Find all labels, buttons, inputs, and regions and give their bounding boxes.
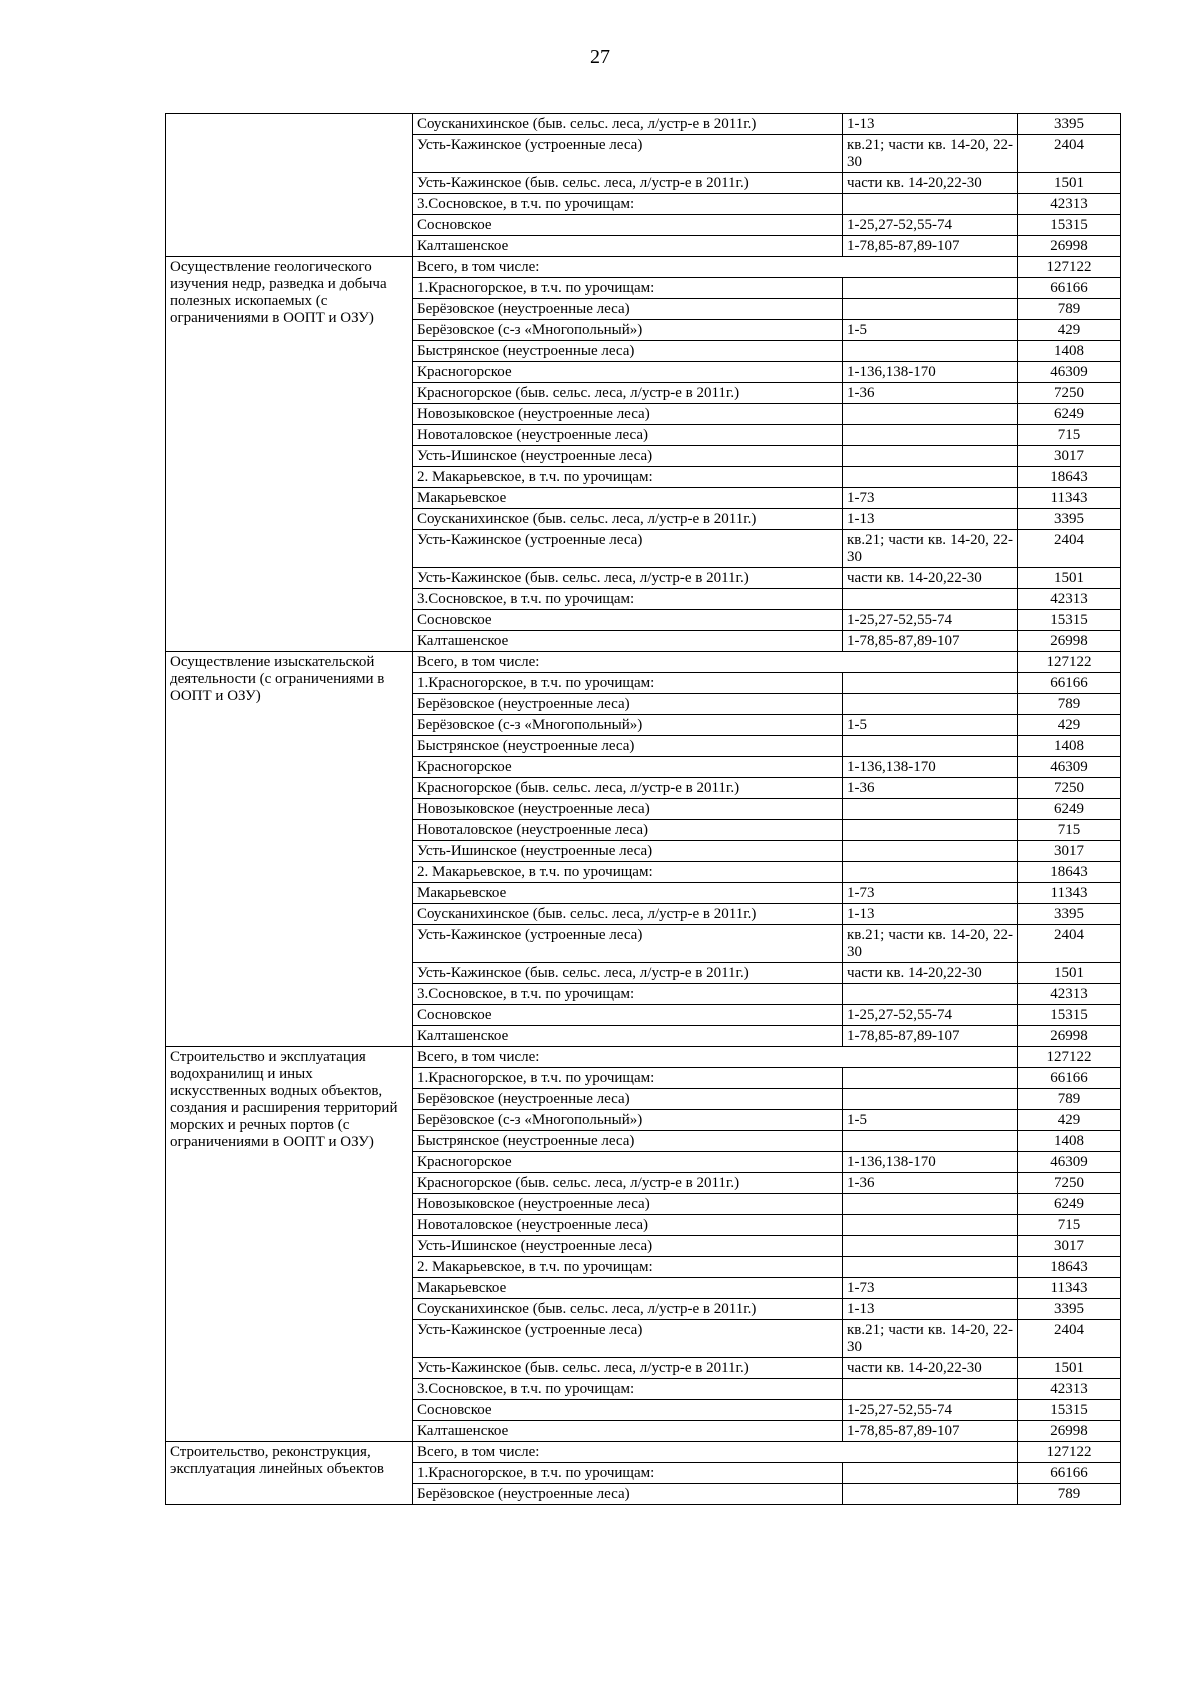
- area-value: 46309: [1018, 1152, 1121, 1173]
- tract-name: 1.Красногорское, в т.ч. по урочищам:: [413, 1463, 843, 1484]
- tract-name: Красногорское: [413, 362, 843, 383]
- tract-name: Берёзовское (неустроенные леса): [413, 694, 843, 715]
- tract-name: Красногорское (быв. сельс. леса, л/устр-е в 2011г.): [413, 383, 843, 404]
- table-row-total: [166, 1442, 1121, 1463]
- quarters: [843, 1484, 1018, 1505]
- quarters: [843, 341, 1018, 362]
- area-value: 42313: [1018, 984, 1121, 1005]
- area-value: 66166: [1018, 278, 1121, 299]
- tract-name: Новоталовское (неустроенные леса): [413, 1215, 843, 1236]
- tract-name: Соусканихинское (быв. сельс. леса, л/устр-е в 2011г.): [413, 114, 843, 135]
- area-value: 11343: [1018, 488, 1121, 509]
- area-value: 66166: [1018, 673, 1121, 694]
- area-value: 11343: [1018, 883, 1121, 904]
- total-label: Всего, в том числе:: [413, 1047, 1018, 1068]
- quarters: кв.21; части кв. 14-20, 22-30: [843, 135, 1018, 173]
- tract-name: Усть-Ишинское (неустроенные леса): [413, 841, 843, 862]
- quarters: [843, 278, 1018, 299]
- tract-name: Берёзовское (с-з «Многопольный»): [413, 1110, 843, 1131]
- page-number: 27: [590, 46, 610, 68]
- area-value: 66166: [1018, 1068, 1121, 1089]
- area-value: 15315: [1018, 215, 1121, 236]
- quarters: 1-25,27-52,55-74: [843, 1005, 1018, 1026]
- area-value: 11343: [1018, 1278, 1121, 1299]
- area-value: 18643: [1018, 467, 1121, 488]
- total-value: 127122: [1018, 257, 1121, 278]
- quarters: 1-73: [843, 488, 1018, 509]
- quarters: [843, 984, 1018, 1005]
- tract-name: 1.Красногорское, в т.ч. по урочищам:: [413, 1068, 843, 1089]
- tract-name: Сосновское: [413, 610, 843, 631]
- tract-name: Калташенское: [413, 631, 843, 652]
- quarters: [843, 1068, 1018, 1089]
- tract-name: Красногорское: [413, 757, 843, 778]
- area-value: 3017: [1018, 1236, 1121, 1257]
- table-row: [166, 114, 1121, 135]
- quarters: 1-78,85-87,89-107: [843, 1421, 1018, 1442]
- tract-name: 3.Сосновское, в т.ч. по урочищам:: [413, 589, 843, 610]
- tract-name: Калташенское: [413, 1026, 843, 1047]
- tract-name: Новозыковское (неустроенные леса): [413, 404, 843, 425]
- quarters: 1-36: [843, 778, 1018, 799]
- tract-name: Усть-Кажинское (быв. сельс. леса, л/устр-е в 2011г.): [413, 963, 843, 984]
- table-row-total: [166, 1047, 1121, 1068]
- tract-name: Соусканихинское (быв. сельс. леса, л/устр-е в 2011г.): [413, 904, 843, 925]
- area-value: 42313: [1018, 194, 1121, 215]
- tract-name: Соусканихинское (быв. сельс. леса, л/устр-е в 2011г.): [413, 509, 843, 530]
- tract-name: Берёзовское (неустроенные леса): [413, 299, 843, 320]
- tract-name: Сосновское: [413, 1005, 843, 1026]
- area-value: 46309: [1018, 362, 1121, 383]
- quarters: [843, 841, 1018, 862]
- tract-name: Макарьевское: [413, 488, 843, 509]
- tract-name: Быстрянское (неустроенные леса): [413, 736, 843, 757]
- area-value: 1501: [1018, 963, 1121, 984]
- area-value: 15315: [1018, 1400, 1121, 1421]
- area-value: 715: [1018, 1215, 1121, 1236]
- quarters: [843, 736, 1018, 757]
- quarters: [843, 862, 1018, 883]
- tract-name: Берёзовское (неустроенные леса): [413, 1484, 843, 1505]
- tract-name: Красногорское (быв. сельс. леса, л/устр-е в 2011г.): [413, 1173, 843, 1194]
- quarters: 1-25,27-52,55-74: [843, 1400, 1018, 1421]
- tract-name: Усть-Кажинское (быв. сельс. леса, л/устр-е в 2011г.): [413, 1358, 843, 1379]
- area-value: 1408: [1018, 341, 1121, 362]
- area-value: 789: [1018, 1484, 1121, 1505]
- quarters: 1-5: [843, 320, 1018, 341]
- quarters: кв.21; части кв. 14-20, 22-30: [843, 1320, 1018, 1358]
- tract-name: Новоталовское (неустроенные леса): [413, 425, 843, 446]
- area-value: 789: [1018, 694, 1121, 715]
- quarters: 1-13: [843, 1299, 1018, 1320]
- quarters: [843, 589, 1018, 610]
- quarters: [843, 194, 1018, 215]
- area-value: 3017: [1018, 841, 1121, 862]
- area-value: 26998: [1018, 631, 1121, 652]
- tract-name: Усть-Кажинское (устроенные леса): [413, 925, 843, 963]
- quarters: [843, 446, 1018, 467]
- area-value: 15315: [1018, 1005, 1121, 1026]
- quarters: [843, 1215, 1018, 1236]
- quarters: кв.21; части кв. 14-20, 22-30: [843, 925, 1018, 963]
- quarters: 1-25,27-52,55-74: [843, 215, 1018, 236]
- area-value: 26998: [1018, 1421, 1121, 1442]
- quarters: [843, 467, 1018, 488]
- tract-name: Усть-Кажинское (устроенные леса): [413, 530, 843, 568]
- table-row-total: [166, 257, 1121, 278]
- quarters: 1-136,138-170: [843, 1152, 1018, 1173]
- area-value: 6249: [1018, 799, 1121, 820]
- tract-name: Усть-Кажинское (быв. сельс. леса, л/устр-е в 2011г.): [413, 568, 843, 589]
- tract-name: Усть-Кажинское (устроенные леса): [413, 135, 843, 173]
- tract-name: Усть-Кажинское (устроенные леса): [413, 1320, 843, 1358]
- total-value: 127122: [1018, 652, 1121, 673]
- quarters: 1-5: [843, 715, 1018, 736]
- quarters: 1-13: [843, 509, 1018, 530]
- tract-name: Усть-Ишинское (неустроенные леса): [413, 1236, 843, 1257]
- activity-cell: Строительство и эксплуатация водохранилищ и иных искусственных водных объектов, создания и расширения территорий морских и речных портов (с ограничениями в ООПТ и ОЗУ): [166, 1047, 413, 1442]
- quarters: [843, 1194, 1018, 1215]
- tract-name: 3.Сосновское, в т.ч. по урочищам:: [413, 1379, 843, 1400]
- area-value: 42313: [1018, 589, 1121, 610]
- tract-name: 3.Сосновское, в т.ч. по урочищам:: [413, 194, 843, 215]
- area-value: 2404: [1018, 530, 1121, 568]
- tract-name: Берёзовское (с-з «Многопольный»): [413, 715, 843, 736]
- tract-name: Макарьевское: [413, 883, 843, 904]
- activity-cell: Осуществление геологического изучения недр, разведка и добыча полезных ископаемых (с ограничениями в ООПТ и ОЗУ): [166, 257, 413, 652]
- tract-name: Калташенское: [413, 236, 843, 257]
- quarters: [843, 1236, 1018, 1257]
- total-label: Всего, в том числе:: [413, 1442, 1018, 1463]
- quarters: кв.21; части кв. 14-20, 22-30: [843, 530, 1018, 568]
- quarters: [843, 1379, 1018, 1400]
- area-value: 26998: [1018, 1026, 1121, 1047]
- area-value: 15315: [1018, 610, 1121, 631]
- quarters: 1-13: [843, 114, 1018, 135]
- area-value: 3395: [1018, 114, 1121, 135]
- area-value: 3395: [1018, 1299, 1121, 1320]
- quarters: 1-25,27-52,55-74: [843, 610, 1018, 631]
- area-value: 429: [1018, 715, 1121, 736]
- area-value: 2404: [1018, 1320, 1121, 1358]
- activity-cell: Строительство, реконструкция, эксплуатация линейных объектов: [166, 1442, 413, 1505]
- quarters: 1-78,85-87,89-107: [843, 236, 1018, 257]
- tract-name: Калташенское: [413, 1421, 843, 1442]
- quarters: 1-13: [843, 904, 1018, 925]
- tract-name: Новоталовское (неустроенные леса): [413, 820, 843, 841]
- tract-name: Берёзовское (неустроенные леса): [413, 1089, 843, 1110]
- quarters: 1-136,138-170: [843, 757, 1018, 778]
- area-value: 7250: [1018, 383, 1121, 404]
- quarters: 1-73: [843, 1278, 1018, 1299]
- tract-name: Новозыковское (неустроенные леса): [413, 799, 843, 820]
- tract-name: Макарьевское: [413, 1278, 843, 1299]
- quarters: [843, 1131, 1018, 1152]
- tract-name: Сосновское: [413, 215, 843, 236]
- area-value: 3395: [1018, 904, 1121, 925]
- tract-name: Усть-Кажинское (быв. сельс. леса, л/устр-е в 2011г.): [413, 173, 843, 194]
- area-value: 3395: [1018, 509, 1121, 530]
- quarters: [843, 673, 1018, 694]
- quarters: части кв. 14-20,22-30: [843, 1358, 1018, 1379]
- quarters: 1-73: [843, 883, 1018, 904]
- area-value: 7250: [1018, 1173, 1121, 1194]
- tract-name: 1.Красногорское, в т.ч. по урочищам:: [413, 278, 843, 299]
- quarters: 1-136,138-170: [843, 362, 1018, 383]
- area-value: 3017: [1018, 446, 1121, 467]
- area-value: 66166: [1018, 1463, 1121, 1484]
- total-label: Всего, в том числе:: [413, 652, 1018, 673]
- area-value: 42313: [1018, 1379, 1121, 1400]
- area-value: 6249: [1018, 404, 1121, 425]
- quarters: 1-78,85-87,89-107: [843, 1026, 1018, 1047]
- tract-name: Берёзовское (с-з «Многопольный»): [413, 320, 843, 341]
- tract-name: Новозыковское (неустроенные леса): [413, 1194, 843, 1215]
- area-value: 46309: [1018, 757, 1121, 778]
- area-value: 429: [1018, 320, 1121, 341]
- area-value: 789: [1018, 1089, 1121, 1110]
- quarters: [843, 694, 1018, 715]
- quarters: 1-78,85-87,89-107: [843, 631, 1018, 652]
- tract-name: Быстрянское (неустроенные леса): [413, 341, 843, 362]
- total-value: 127122: [1018, 1047, 1121, 1068]
- area-value: 18643: [1018, 862, 1121, 883]
- quarters: [843, 404, 1018, 425]
- forest-areas-table: [165, 113, 1121, 1505]
- tract-name: 3.Сосновское, в т.ч. по урочищам:: [413, 984, 843, 1005]
- total-label: Всего, в том числе:: [413, 257, 1018, 278]
- area-value: 789: [1018, 299, 1121, 320]
- quarters: [843, 820, 1018, 841]
- area-value: 7250: [1018, 778, 1121, 799]
- tract-name: Усть-Ишинское (неустроенные леса): [413, 446, 843, 467]
- activity-cell: Осуществление изыскательской деятельности (с ограничениями в ООПТ и ОЗУ): [166, 652, 413, 1047]
- quarters: 1-36: [843, 383, 1018, 404]
- area-value: 1501: [1018, 1358, 1121, 1379]
- tract-name: 2. Макарьевское, в т.ч. по урочищам:: [413, 862, 843, 883]
- quarters: [843, 1463, 1018, 1484]
- area-value: 1408: [1018, 736, 1121, 757]
- quarters: [843, 1089, 1018, 1110]
- total-value: 127122: [1018, 1442, 1121, 1463]
- tract-name: 1.Красногорское, в т.ч. по урочищам:: [413, 673, 843, 694]
- area-value: 1501: [1018, 173, 1121, 194]
- quarters: [843, 1257, 1018, 1278]
- quarters: 1-36: [843, 1173, 1018, 1194]
- activity-cell: [166, 114, 413, 257]
- quarters: 1-5: [843, 1110, 1018, 1131]
- quarters: части кв. 14-20,22-30: [843, 568, 1018, 589]
- tract-name: Быстрянское (неустроенные леса): [413, 1131, 843, 1152]
- area-value: 26998: [1018, 236, 1121, 257]
- tract-name: 2. Макарьевское, в т.ч. по урочищам:: [413, 467, 843, 488]
- area-value: 6249: [1018, 1194, 1121, 1215]
- quarters: [843, 299, 1018, 320]
- quarters: части кв. 14-20,22-30: [843, 173, 1018, 194]
- tract-name: 2. Макарьевское, в т.ч. по урочищам:: [413, 1257, 843, 1278]
- tract-name: Красногорское (быв. сельс. леса, л/устр-е в 2011г.): [413, 778, 843, 799]
- tract-name: Красногорское: [413, 1152, 843, 1173]
- area-value: 715: [1018, 425, 1121, 446]
- table-row-total: [166, 652, 1121, 673]
- quarters: части кв. 14-20,22-30: [843, 963, 1018, 984]
- quarters: [843, 799, 1018, 820]
- area-value: 429: [1018, 1110, 1121, 1131]
- area-value: 18643: [1018, 1257, 1121, 1278]
- quarters: [843, 425, 1018, 446]
- tract-name: Сосновское: [413, 1400, 843, 1421]
- area-value: 2404: [1018, 135, 1121, 173]
- area-value: 1408: [1018, 1131, 1121, 1152]
- area-value: 715: [1018, 820, 1121, 841]
- area-value: 1501: [1018, 568, 1121, 589]
- area-value: 2404: [1018, 925, 1121, 963]
- tract-name: Соусканихинское (быв. сельс. леса, л/устр-е в 2011г.): [413, 1299, 843, 1320]
